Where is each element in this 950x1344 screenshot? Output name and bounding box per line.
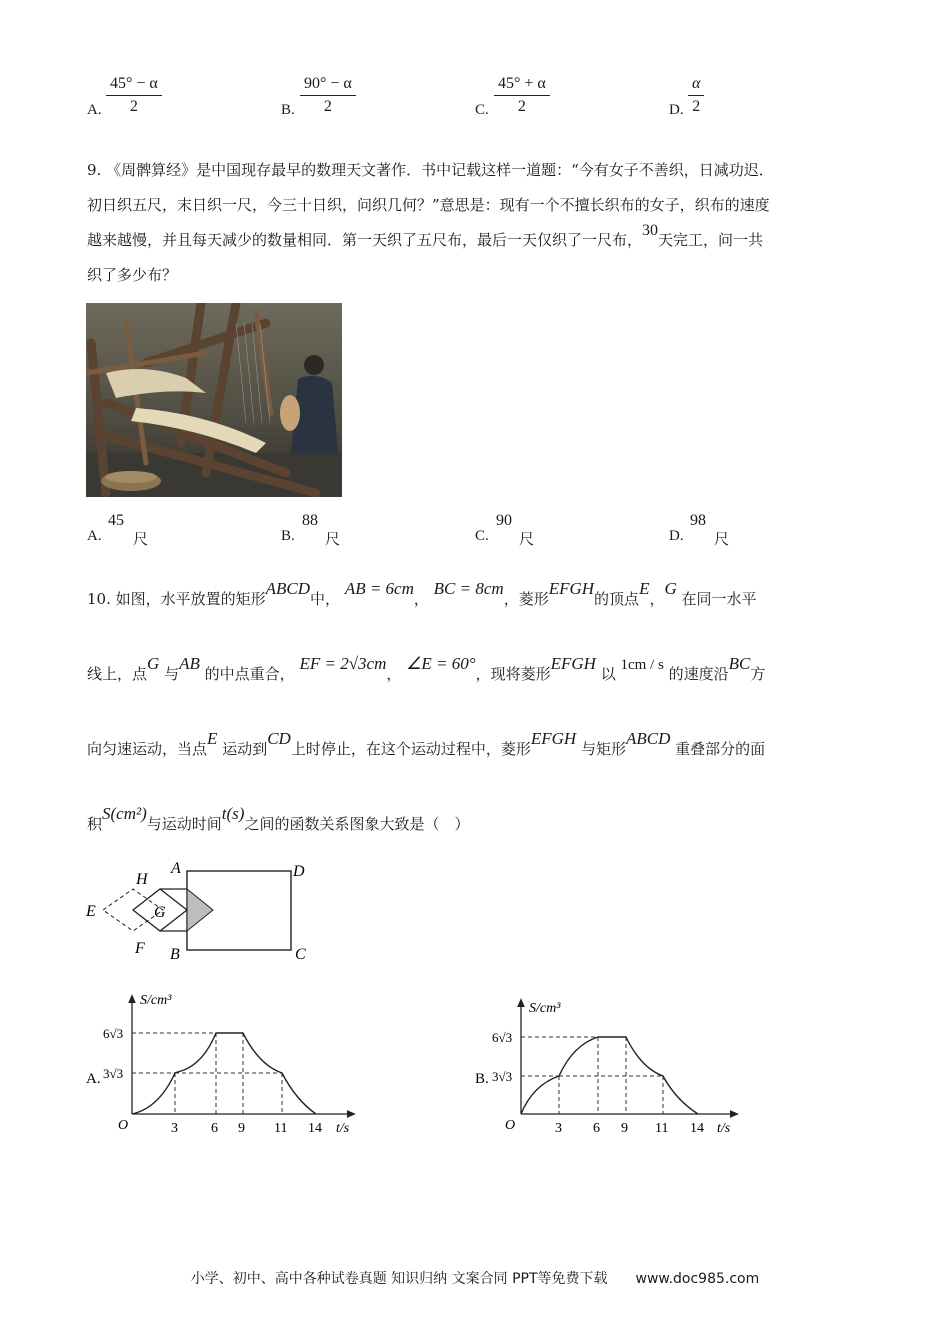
q10-speed: 1cm / s bbox=[620, 657, 664, 673]
graph-b-origin: O bbox=[505, 1118, 516, 1133]
q10-text: 与运动时间 bbox=[146, 815, 222, 833]
label-e: E bbox=[86, 903, 96, 920]
q9-line-3 bbox=[87, 223, 862, 258]
q9-option-c-unit: 尺 bbox=[519, 530, 535, 548]
q10-text: 向匀速运动，当点 bbox=[87, 740, 208, 758]
q10-text: ， bbox=[413, 590, 429, 608]
graph-a-origin: O bbox=[118, 1118, 129, 1133]
q9-option-b-unit: 尺 bbox=[325, 530, 341, 548]
graph-a-y-tick-6root3: 6√3 bbox=[103, 1026, 124, 1041]
label-d: D bbox=[293, 863, 305, 880]
label-a: A bbox=[171, 860, 181, 877]
q10-point-g: G bbox=[147, 654, 160, 673]
q10-point-e: E bbox=[207, 729, 218, 748]
graph-b-x-tick: 9 bbox=[621, 1121, 628, 1136]
fraction-denominator: 2 bbox=[129, 98, 138, 115]
q10-text: 的速度沿 bbox=[668, 665, 729, 683]
q8-option-a-label: A. bbox=[87, 102, 102, 118]
label-h: H bbox=[136, 871, 148, 888]
q10-text: 方 bbox=[750, 665, 766, 683]
fraction-denominator: 2 bbox=[323, 98, 332, 115]
fraction-numerator: 45° + α bbox=[494, 75, 550, 96]
q9-days: 30 bbox=[642, 222, 659, 239]
graph-a-y-tick-3root3: 3√3 bbox=[103, 1066, 124, 1081]
q10-ef-length: EF = 2√3cm bbox=[299, 654, 387, 673]
graph-b-x-tick: 14 bbox=[690, 1121, 704, 1136]
graph-a-y-axis-label: S/cm³ bbox=[140, 993, 172, 1008]
q10-text: ， bbox=[386, 665, 402, 683]
q8-option-d-label: D. bbox=[669, 102, 684, 118]
q10-text: 积 bbox=[87, 815, 103, 833]
q9-line-3-b: 天完工，问一共 bbox=[658, 231, 764, 249]
q9-line-2: 初日织五尺，末日织一尺，今三十日织，问织几何？”意思是：现有一个不擅长织布的女子，织布的速度 bbox=[87, 196, 770, 214]
q10-ab: AB bbox=[179, 654, 200, 673]
q10-point-g: G bbox=[664, 579, 677, 598]
q10-text: 上时停止，在这个运动过程中，菱形 bbox=[290, 740, 531, 758]
q9-option-b-label: B. bbox=[281, 528, 295, 544]
q10-text: 以 bbox=[600, 665, 616, 683]
q10-text: 的顶点 bbox=[594, 590, 640, 608]
q10-line-1 bbox=[87, 579, 757, 609]
q10-text: 的中点重合， bbox=[204, 665, 295, 683]
q10-line-3 bbox=[87, 729, 766, 759]
q10-ab-length: AB = 6cm bbox=[344, 579, 414, 598]
graph-b-x-axis-label: t/s bbox=[717, 1121, 731, 1136]
q9-option-d-unit: 尺 bbox=[714, 530, 730, 548]
q9-option-d-label: D. bbox=[669, 528, 684, 544]
q8-option-b-fraction bbox=[300, 75, 356, 116]
graph-a-option-label: A. bbox=[86, 1071, 101, 1087]
graph-a-x-tick: 6 bbox=[211, 1121, 218, 1136]
q10-s-unit: S(cm²) bbox=[102, 804, 147, 823]
graph-b-x-tick: 3 bbox=[555, 1121, 562, 1136]
q10-efgh: EFGH bbox=[550, 654, 596, 673]
q10-text: ， bbox=[649, 590, 665, 608]
q10-efgh: EFGH bbox=[548, 579, 595, 598]
q9-line-4: 织了多少布？ bbox=[87, 266, 178, 284]
q10-t-unit: t(s) bbox=[221, 804, 245, 823]
label-c: C bbox=[295, 946, 306, 963]
q8-option-d-fraction bbox=[688, 75, 704, 116]
q10-cd: CD bbox=[267, 729, 291, 748]
q10-text: 重叠部分的面 bbox=[675, 740, 766, 758]
fraction-numerator: 45° − α bbox=[106, 75, 162, 96]
q10-point-e: E bbox=[639, 579, 650, 598]
q8-option-c-label: C. bbox=[475, 102, 489, 118]
q8-option-c-fraction bbox=[494, 75, 550, 116]
q9-option-a-value: 45 bbox=[108, 512, 124, 529]
label-g: G bbox=[154, 904, 166, 921]
fraction-denominator: 2 bbox=[517, 98, 526, 115]
q9-line-1: 9. 《周髀算经》是中国现存最早的数理天文著作．书中记载这样一道题：“今有女子不善织，日减功迟． bbox=[87, 161, 774, 179]
graph-b-y-tick-6root3: 6√3 bbox=[492, 1030, 513, 1045]
label-b: B bbox=[170, 946, 180, 963]
graph-b bbox=[473, 990, 753, 1140]
q10-text: 与 bbox=[164, 665, 180, 683]
q10-text: ，菱形 bbox=[503, 590, 549, 608]
graph-a-x-tick: 11 bbox=[274, 1121, 288, 1136]
graph-a bbox=[84, 990, 364, 1140]
q9-text bbox=[87, 153, 862, 293]
q10-text: ，现将菱形 bbox=[475, 665, 551, 683]
q10-line-4 bbox=[87, 804, 470, 834]
graph-a-x-axis-label: t/s bbox=[336, 1121, 350, 1136]
graph-a-x-tick: 14 bbox=[308, 1121, 322, 1136]
graph-b-y-tick-3root3: 3√3 bbox=[492, 1069, 513, 1084]
q10-text: 在同一水平 bbox=[681, 590, 757, 608]
q10-abcd: ABCD bbox=[625, 729, 671, 748]
q10-angle-e: ∠E = 60° bbox=[406, 654, 476, 673]
label-f: F bbox=[135, 940, 145, 957]
q10-line-2 bbox=[87, 654, 766, 684]
graph-b-x-tick: 6 bbox=[593, 1121, 600, 1136]
loom-photo bbox=[86, 303, 342, 497]
q9-option-c-label: C. bbox=[475, 528, 489, 544]
graph-b-y-axis-label: S/cm³ bbox=[529, 1001, 561, 1016]
q9-option-c-value: 90 bbox=[496, 512, 512, 529]
q10-text: 运动到 bbox=[222, 740, 268, 758]
fraction-denominator: 2 bbox=[692, 98, 701, 115]
q10-text: 10. 如图，水平放置的矩形 bbox=[87, 590, 266, 608]
q10-text: 与矩形 bbox=[580, 740, 626, 758]
q10-text: 线上，点 bbox=[87, 665, 148, 683]
q10-bc: BC bbox=[728, 654, 751, 673]
graph-b-option-label: B. bbox=[475, 1071, 489, 1087]
q9-option-d-value: 98 bbox=[690, 512, 706, 529]
q10-abcd: ABCD bbox=[265, 579, 311, 598]
fraction-numerator: 90° − α bbox=[300, 75, 356, 96]
q8-options bbox=[0, 72, 950, 132]
q8-option-a-fraction bbox=[106, 75, 162, 116]
q9-line-3-a: 越来越慢，并且每天减少的数量相同．第一天织了五尺布，最后一天仅织了一尺布， bbox=[87, 231, 643, 249]
q9-option-a-unit: 尺 bbox=[133, 530, 149, 548]
graph-a-x-tick: 3 bbox=[171, 1121, 178, 1136]
q9-option-b-value: 88 bbox=[302, 512, 318, 529]
q10-text: 之间的函数关系图象大致是（ ） bbox=[244, 815, 470, 833]
q9-option-a-label: A. bbox=[87, 528, 102, 544]
q8-option-b-label: B. bbox=[281, 102, 295, 118]
q10-efgh: EFGH bbox=[530, 729, 577, 748]
q10-text: 中， bbox=[310, 590, 341, 608]
rectangle-rhombus-figure bbox=[80, 856, 320, 966]
q10-bc-length: BC = 8cm bbox=[433, 579, 504, 598]
fraction-numerator: α bbox=[688, 75, 704, 96]
graph-b-x-tick: 11 bbox=[655, 1121, 669, 1136]
page-footer: 小学、初中、高中各种试卷真题 知识归纳 文案合同 PPT等免费下载 www.doc985.com bbox=[190, 1271, 760, 1287]
graph-a-x-tick: 9 bbox=[238, 1121, 245, 1136]
